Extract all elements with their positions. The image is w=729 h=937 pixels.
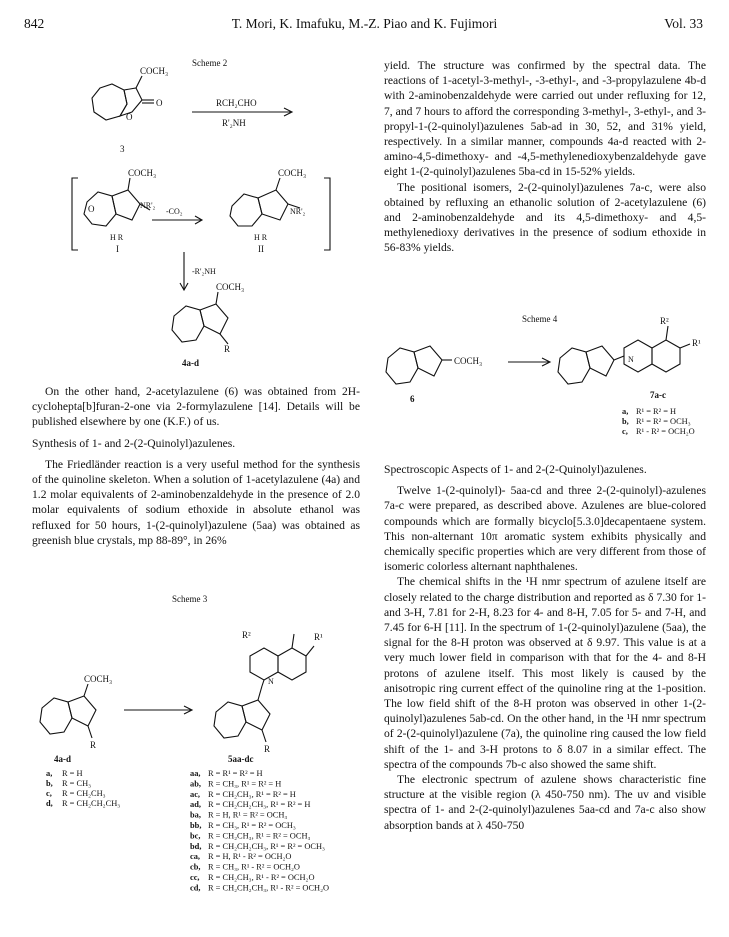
svg-text:COCH₃: COCH₃ [454, 356, 483, 366]
svg-text:4a-d: 4a-d [54, 754, 72, 764]
list-item-key: bb, [190, 821, 202, 830]
svg-text:7a-c: 7a-c [650, 390, 666, 400]
right-column-top [384, 58, 706, 256]
svg-text:R: R [224, 344, 231, 354]
svg-text:II: II [258, 244, 264, 254]
svg-text:H R: H R [110, 233, 124, 242]
list-item-value: R¹ - R² = OCH₂O [636, 427, 695, 436]
svg-text:COCH₃: COCH₃ [140, 66, 169, 76]
ring-7-cmpd3 [92, 84, 127, 120]
svg-text:NR'₂: NR'₂ [140, 201, 156, 210]
scheme-4 [384, 310, 714, 450]
paragraph: Twelve 1-(2-quinolyl)- 5aa-cd and three 2-(2-quinolyl)-azulenes 7a-c were prepared, as described above. Azulenes are blue-colored compounds which are formally bicyclo[5.3.0]decapentaene system. This non-alternant 10π aromatic system exhibits physically and chemically specific properties which are very different from those of isomeric colorless alternant naphthalenes. [384, 484, 706, 574]
list-item-key: d, [46, 799, 53, 808]
svg-text:NR'₂: NR'₂ [290, 207, 306, 216]
list-item-value: R¹ = R² = OCH₃ [636, 417, 691, 426]
list-item-value: R = H, R¹ - R² = OCH₂O [208, 852, 292, 862]
left-column [32, 384, 360, 548]
svg-text:-R'₂NH: -R'₂NH [192, 267, 216, 276]
page-number: 842 [24, 16, 45, 31]
list-item-key: a, [622, 407, 629, 416]
list-item-key: bd, [190, 841, 202, 851]
list-item-key: cd, [190, 883, 201, 893]
list-item-key: ca, [190, 852, 200, 862]
svg-text:O: O [156, 98, 163, 108]
scheme-2 [32, 54, 362, 384]
svg-text:6: 6 [410, 394, 415, 404]
svg-text:R: R [264, 744, 271, 754]
svg-text:R¹: R¹ [692, 338, 701, 348]
substituent-list-4a-d [46, 769, 120, 808]
list-item-value: R = H [62, 769, 83, 778]
scheme-3 [32, 590, 362, 920]
substituent-list-7a-c [622, 407, 695, 436]
svg-text:H R: H R [254, 233, 268, 242]
svg-text:R'₂NH: R'₂NH [222, 118, 246, 128]
right-column-bottom [384, 456, 706, 833]
paragraph: The chemical shifts in the ¹H nmr spectrum of azulene itself are closely related to the charge distribution and reported as δ 7.30 for 1- and 3-H, 7.81 for 2-H, 8.23 for 4- and 8-H, 7.05 for 5- and 7-H, and 7.45 for 6-H [11]. In the spectrum of 1-(2-quinolyl)azulene (5aa), the signal for the 8-H proton was observed at δ 9.97. This value is at a very much lower field in comparison with that for the 4- and 8-H protons of azulene itself. This most likely is caused by the anisotropic ring current effect of the quinoline ring at the 1-position. The low field shift of the 8-H proton was observed in other 1-(2-quinolyl)azulenes 5ab-cd. On the other hand, in the ¹H nmr spectrum of 2-(2-quinolyl)azulene (7a), the quinoline ring caused the low field shift of the 1- and 3-H protons to δ 8.07 in a similar effect. The spectra of the compounds 7b-c also showed the same shift. [384, 575, 706, 771]
list-item-key: cb, [190, 862, 201, 872]
svg-text:COCH₃: COCH₃ [84, 674, 113, 684]
list-item-value: R = CH₃, R¹ - R² = OCH₂O [208, 862, 300, 872]
list-item-value: R¹ = R² = H [636, 407, 677, 416]
paragraph: yield. The structure was confirmed by the spectral data. The reactions of 1-acetyl-3-methyl-, -3-ethyl-, and -3-propylazulene 4b-d with 2-aminobenzaldehyde were carried out under refluxing for 12, 7, and 7 hours to afford the corresponding 3-methyl-, 3-ethyl-, and 3-propyl-1-(2-quinolyl)azulenes 5ab-ad in 30, 52, and 31% yield, respectively. In a similar manner, compounds 4a-d reacted with 2-amino-4,5-dimethoxy- and -4,5-methylenedioxybenzaldehyde gave eight 1-(2-quinolyl)azulenes 5ba-cd in 15-52% yields. [384, 59, 706, 179]
svg-text:O: O [126, 112, 133, 122]
list-item-key: b, [46, 779, 53, 788]
svg-text:3: 3 [120, 144, 125, 154]
svg-text:R: R [90, 740, 97, 750]
list-item-key: a, [46, 769, 53, 778]
list-item-value: R = CH₂CH₃ [62, 789, 106, 798]
list-item-value: R = R¹ = R² = H [208, 769, 263, 778]
substituent-list-5aa-dc [190, 769, 329, 892]
scheme-4-title: Scheme 4 [522, 314, 558, 324]
list-item-key: ac, [190, 789, 200, 799]
list-item-value: R = H, R¹ = R² = OCH₃ [208, 810, 288, 820]
paragraph: The electronic spectrum of azulene shows characteristic fine structure at the visible region (λ 450-750 nm). The uv and visible spectra of 1- and 2-(2-quinolyl)azulenes 5aa-cd and 7a-c also show absorption bands at λ 450-750 [384, 773, 706, 832]
scheme-3-title: Scheme 3 [172, 594, 208, 604]
list-item-value: R = CH₂CH₃, R¹ = R² = H [208, 789, 296, 799]
svg-text:RCH₂CHO: RCH₂CHO [216, 98, 257, 108]
svg-text:N: N [268, 677, 274, 686]
list-item-key: b, [622, 417, 629, 426]
svg-text:R²: R² [660, 316, 669, 326]
list-item-key: ad, [190, 800, 201, 810]
svg-text:R¹: R¹ [314, 632, 323, 642]
list-item-key: bc, [190, 831, 201, 841]
list-item-value: R = CH₂CH₃, R¹ - R² = OCH₂O [208, 873, 315, 882]
svg-text:-CO₂: -CO₂ [166, 207, 183, 216]
svg-text:5aa-dc: 5aa-dc [228, 754, 254, 764]
list-item-value: R = CH₂CH₂CH₃, R¹ = R² = H [208, 800, 311, 810]
section-heading: Synthesis of 1- and 2-(2-Quinolyl)azulenes. [32, 436, 236, 450]
volume-label: Vol. 33 [664, 16, 703, 31]
list-item-value: R = CH₃, R¹ = R² = OCH₃ [208, 821, 296, 830]
list-item-key: cc, [190, 873, 200, 882]
svg-text:I: I [116, 244, 119, 254]
list-item-value: R = CH₂CH₂CH₃ [62, 799, 121, 808]
ring-cmpd-II [230, 194, 262, 226]
list-item-value: R = CH₃, R¹ = R² = H [208, 779, 282, 789]
ring-cmpd4 [172, 306, 204, 342]
list-item-key: aa, [190, 769, 201, 778]
list-item-value: R = CH₂CH₂CH₃, R¹ - R² = OCH₂O [208, 883, 330, 893]
section-heading: Spectroscopic Aspects of 1- and 2-(2-Quinolyl)azulenes. [384, 463, 647, 476]
svg-text:COCH₃: COCH₃ [216, 282, 245, 292]
scheme-2-title: Scheme 2 [192, 58, 228, 68]
list-item-value: R = CH₂CH₃, R¹ = R² = OCH₃ [208, 831, 311, 841]
list-item-key: ba, [190, 810, 201, 820]
list-item-key: c, [46, 789, 52, 798]
svg-text:O: O [88, 204, 95, 214]
svg-text:COCH₃: COCH₃ [278, 168, 307, 178]
svg-text:4a-d: 4a-d [182, 358, 200, 368]
svg-text:R²: R² [242, 630, 251, 640]
list-item-value: R = CH₃ [62, 779, 92, 788]
paragraph: On the other hand, 2-acetylazulene (6) was obtained from 2H-cyclohepta[b]furan-2-one via 2-formylazulene [14]. Details will be published elsewhere by one (K.F.) of us. [32, 385, 360, 429]
paragraph: The Friedländer reaction is a very useful method for the synthesis of the quinoline skeleton. When a solution of 1-acetylazulene (4a) and 1.2 molar equivalents of 2-aminobenzaldehyde in the presence of 2.0 molar equivalents of sodium ethoxide in absolute ethanol was refluxed for 50 hours, 1-(2-quinolyl)azulene (5aa) was obtained as greenish blue crystals, mp 88-89°, in 26% [32, 457, 360, 547]
list-item-key: ab, [190, 779, 201, 789]
svg-text:N: N [628, 355, 634, 364]
svg-text:COCH₃: COCH₃ [128, 168, 157, 178]
paragraph: The positional isomers, 2-(2-quinolyl)azulenes 7a-c, were also obtained by refluxing an ethanolic solution of 2-acetylazulene (6) and 2-aminobenzaldehyde and its 4,5-dimethoxy- and 4,5-methylenedioxy derivatives in the presence of sodium ethoxide in 56-83% yields. [384, 180, 706, 255]
running-authors: T. Mori, K. Imafuku, M.-Z. Piao and K. Fujimori [231, 16, 498, 31]
list-item-value: R = CH₂CH₂CH₃, R¹ = R² = OCH₃ [208, 841, 325, 851]
list-item-key: c, [622, 427, 628, 436]
